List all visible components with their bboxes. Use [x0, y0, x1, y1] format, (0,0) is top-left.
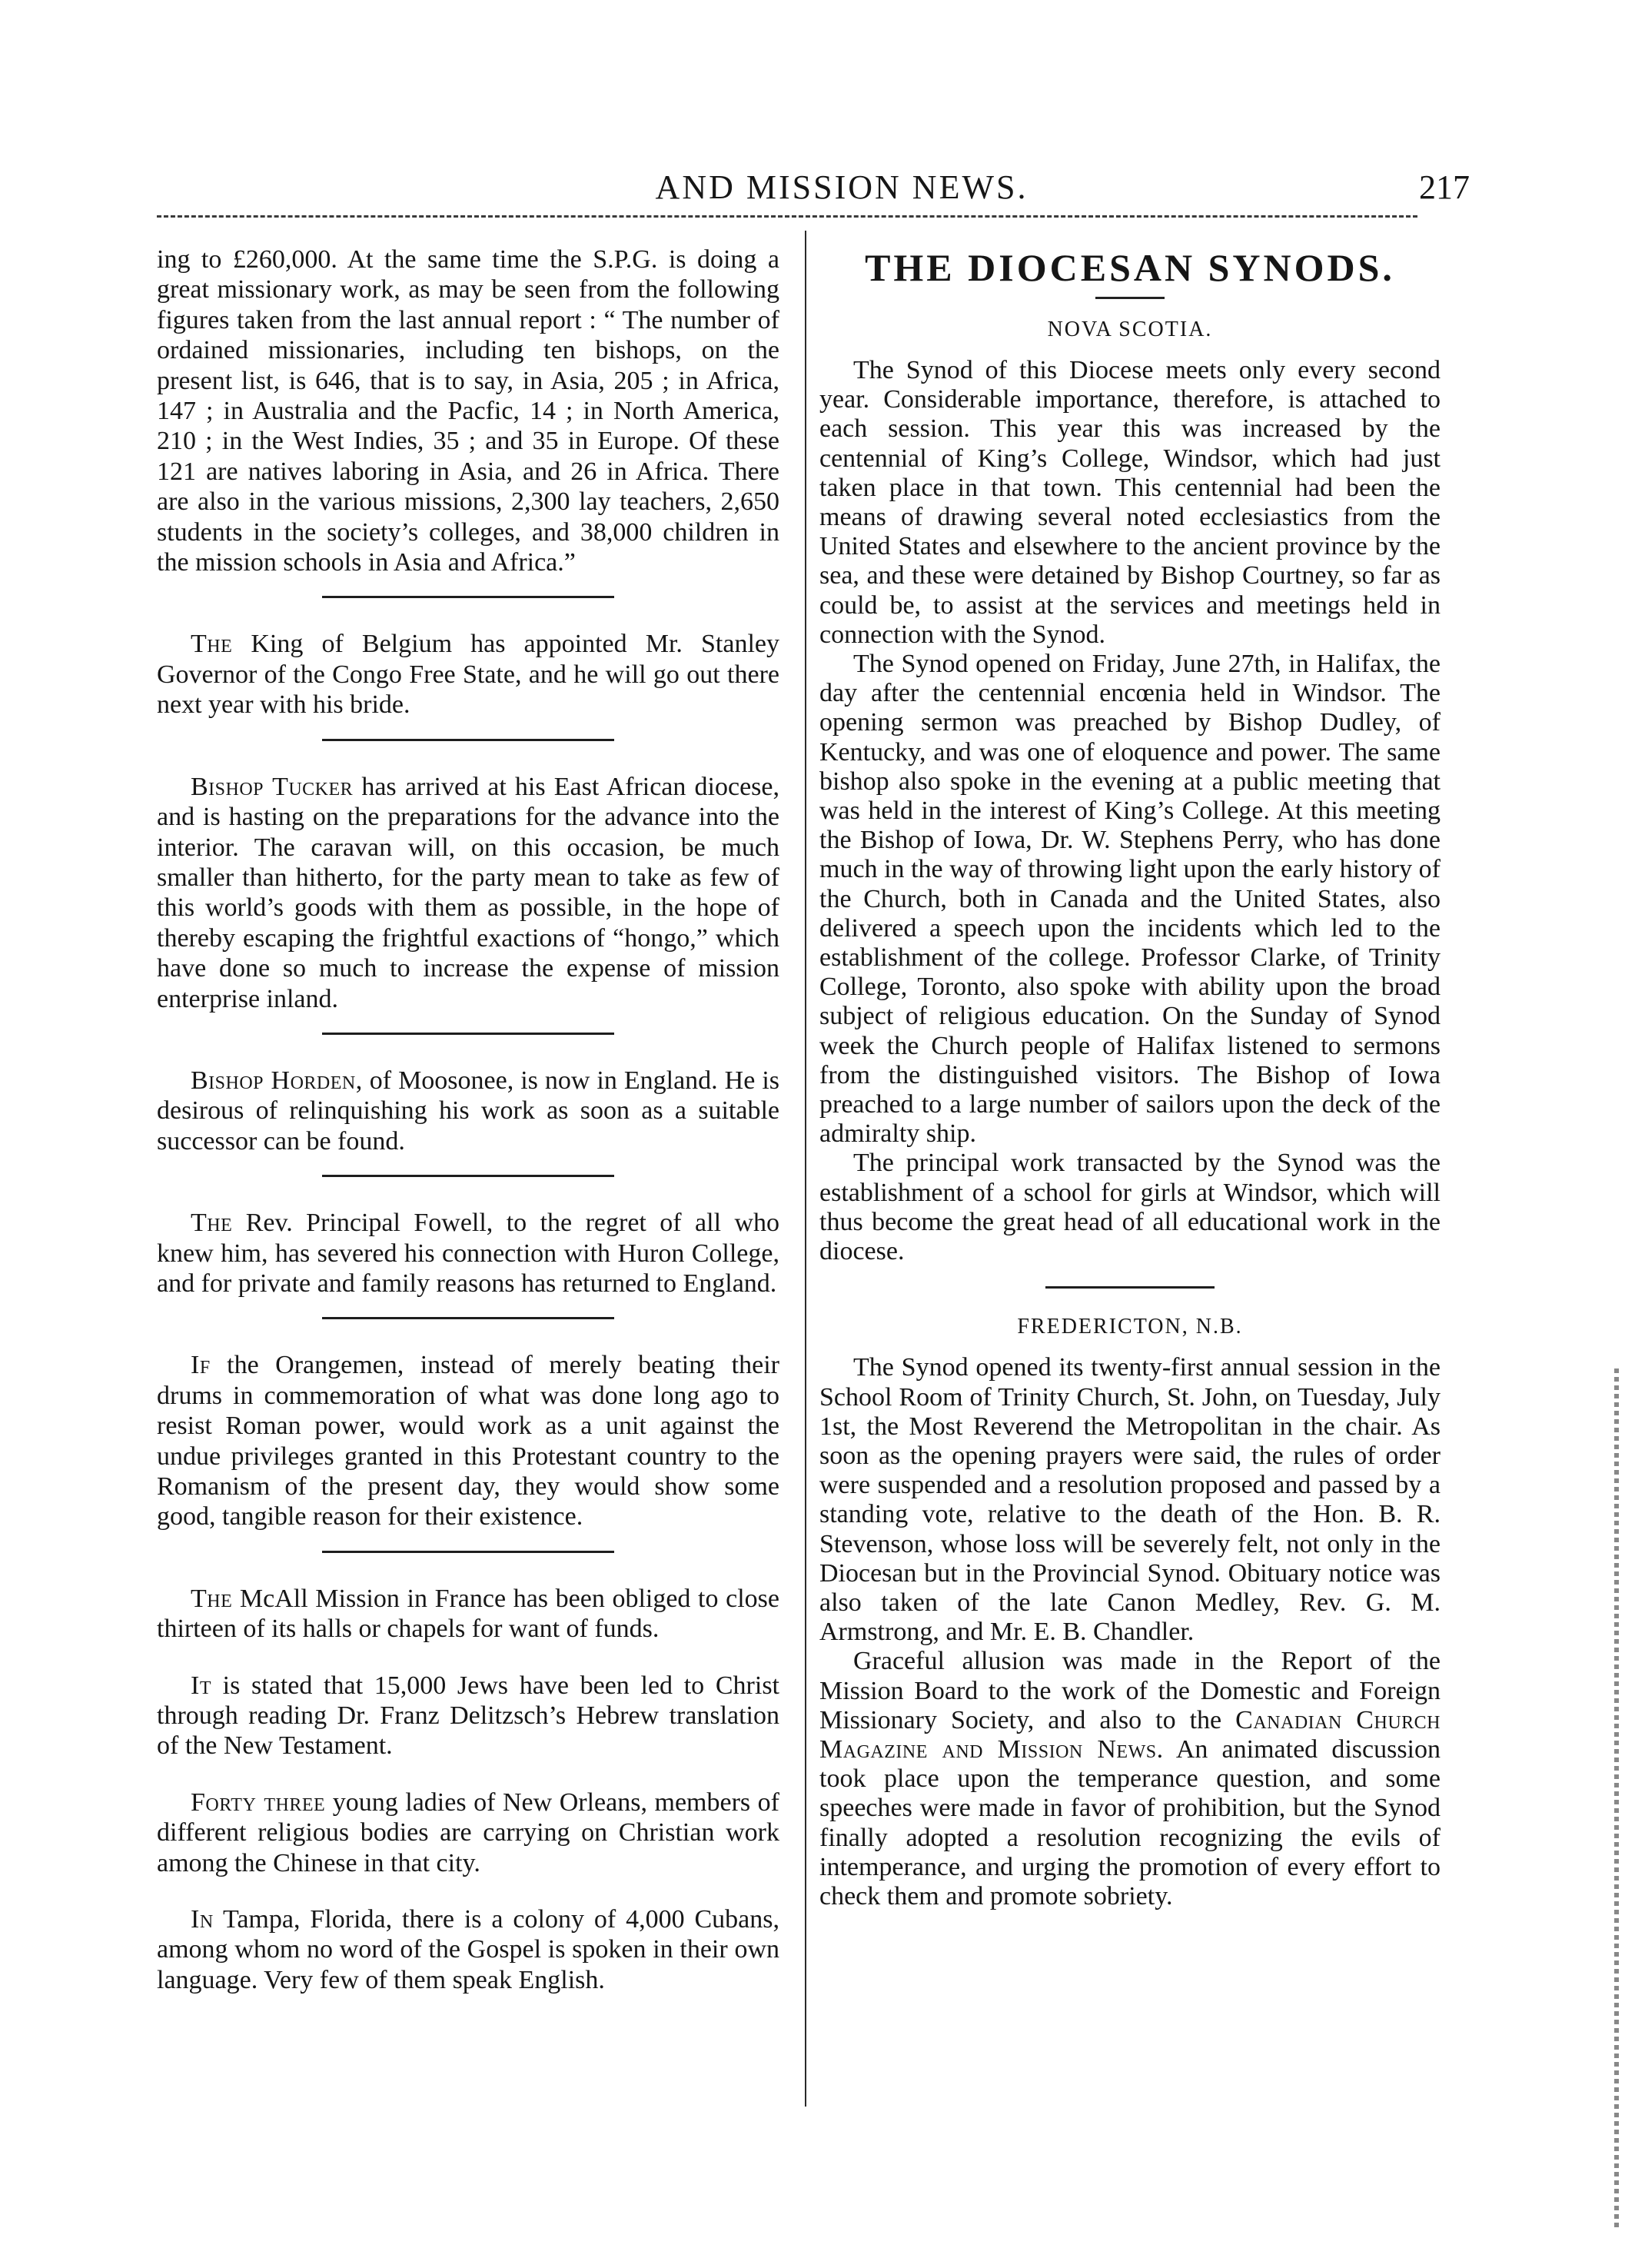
item-lead: In — [191, 1905, 214, 1934]
column-divider — [805, 231, 806, 2107]
subhead-fredericton: FREDERICTON, N.B. — [1017, 1315, 1243, 1339]
news-item-belgium — [157, 629, 779, 720]
news-item-tampa — [157, 1904, 779, 1995]
page-number: 217 — [1419, 168, 1470, 206]
item-lead: Bishop Tucker — [191, 772, 354, 801]
item-text: young ladies of New Orleans, members of different religious bodies are carrying on Christian work among the Chinese in that city. — [157, 1787, 779, 1877]
news-item-new-orleans — [157, 1787, 779, 1878]
right-column — [819, 244, 1441, 1911]
left-column — [157, 244, 779, 1995]
fredericton-paragraph — [819, 1647, 1441, 1911]
magazine-name: Canadian Church Magazine and Mission News. — [819, 1705, 1441, 1764]
item-lead: Bishop Horden, — [191, 1066, 363, 1095]
news-item-orangemen — [157, 1350, 779, 1531]
item-text: McAll Mission in France has been obliged to close thirteen of its halls or chapels for want of funds. — [157, 1584, 779, 1644]
item-lead: The — [191, 1209, 233, 1238]
paragraph-text: An animated discussion took place upon the temperance question, and some speeches were made in favor of prohibition, but the Synod finally adopted a resolution recognizing the evils of intemperance, and urging the promotion of every effort to check them and promote sobriety. — [819, 1734, 1441, 1911]
paragraph-text: Graceful allusion was made in the Report of the Mission Board to the work of the Domestic and Foreign Missionary Society, and also to the — [819, 1647, 1441, 1734]
item-divider — [322, 596, 614, 598]
item-divider — [322, 1317, 614, 1319]
scan-edge-mark — [1614, 1368, 1619, 2230]
item-divider — [322, 1551, 614, 1553]
item-lead: The — [191, 1584, 233, 1613]
news-item-jews — [157, 1671, 779, 1761]
paragraph-gap — [157, 1761, 779, 1787]
running-head — [0, 165, 1635, 211]
nova-scotia-paragraph: The Synod opened on Friday, June 27th, in Halifax, the day after the centennial encœnia held in Windsor. The opening sermon was preached by Bishop Dudley, of Kentucky, and was one of eloquence and power. The same bishop also spoke in the evening at a public meeting that was held in the interest of King’s College. At this meeting the Bishop of Iowa, Dr. W. Stephens Perry, who has done much in the way of throwing light upon the early history of the Church, both in Canada and the United States, also delivered a speech upon the incidents which led to the establishment of the college. Professor Clarke, of Trinity College, Toronto, also spoke with ability upon the broad subject of religious education. On the Sunday of Synod week the Church people of Halifax listened to sermons from the distinguished visitors. The Bishop of Iowa preached to a large number of sailors upon the deck of the admiralty ship. — [819, 650, 1441, 1149]
nova-scotia-paragraph: The principal work transacted by the Synod was the establishment of a school for girls at Windsor, which will thus become the great head of all educational work in the diocese. — [819, 1149, 1441, 1266]
news-item-bishop-tucker — [157, 772, 779, 1014]
item-text: the Orangemen, instead of merely beating their drums in commemoration of what was done long ago to resist Roman power, would work as a unit against the undue privileges granted in this Protestant country to the Romanism of the present day, they would show some good, tangible reason for their existence. — [157, 1351, 779, 1531]
continuation-paragraph: ing to £260,000. At the same time the S.P.G. is doing a great missionary work, as may be seen from the following figures taken from the last annual report : “ The number of ordained missionaries, including ten bishops, on the present list, is 646, that is to say, in Asia, 205 ; in Africa, 147 ; in Australia and the Pacfic, 14 ; in North America, 210 ; in the West Indies, 35 ; and 35 in Europe. Of these 121 are natives laboring in Asia, and 26 in Africa. There are also in the various missions, 2,300 lay teachers, 2,650 students in the society’s colleges, and 38,000 children in the mission schools in Asia and Africa.” — [157, 245, 779, 577]
section-title: THE DIOCESAN SYNODS. — [865, 246, 1395, 289]
header-rule — [157, 215, 1417, 218]
news-item-mcall-mission — [157, 1584, 779, 1644]
paragraph-gap — [157, 1644, 779, 1671]
item-text: Rev. Principal Fowell, to the regret of all who knew him, has severed his connection with Huron College, and for private and family reasons has returned to England. — [157, 1209, 779, 1298]
news-item-bishop-horden — [157, 1066, 779, 1156]
item-lead: Forty three — [191, 1787, 326, 1817]
paragraph-gap — [157, 1878, 779, 1904]
item-divider — [322, 1033, 614, 1035]
item-text: Tampa, Florida, there is a colony of 4,000 Cubans, among whom no word of the Gospel is spoken in their own language. Very few of them speak English. — [157, 1905, 779, 1994]
running-title: AND MISSION NEWS. — [655, 168, 1029, 206]
item-lead: It — [191, 1671, 211, 1700]
item-text: of Moosonee, is now in England. He is desirous of relinquishing his work as soon as a suitable successor can be found. — [157, 1066, 779, 1156]
section-divider — [1045, 1286, 1215, 1289]
news-item-principal-fowell — [157, 1208, 779, 1299]
nova-scotia-paragraph: The Synod of this Diocese meets only every second year. Considerable importance, therefore, is attached to each session. This year this was increased by the centennial of King’s College, Windsor, which had just taken place in that town. This centennial had been the means of drawing several noted ecclesiastics from the United States and elsewhere to the ancient province by the sea, and these were detained by Bishop Courtney, so far as could be, to assist at the services and meetings held in connection with the Synod. — [819, 356, 1441, 649]
item-lead: If — [191, 1351, 211, 1380]
item-text: is stated that 15,000 Jews have been led to Christ through reading Dr. Franz Delitzsch’s Hebrew translation of the New Testament. — [157, 1671, 779, 1761]
item-divider — [322, 1175, 614, 1177]
item-text: King of Belgium has appointed Mr. Stanley Governor of the Congo Free State, and he will go out there next year with his bride. — [157, 630, 779, 720]
item-text: has arrived at his East African diocese, and is hasting on the preparations for the advance into the interior. The caravan will, on this occasion, be much smaller than hitherto, for the party mean to take as few of this world’s goods with them as possible, in the hope of thereby escaping the frightful exactions of “hongo,” which have done so much to increase the expense of mission enterprise inland. — [157, 772, 780, 1013]
fredericton-paragraph: The Synod opened its twenty-first annual session in the School Room of Trinity Church, St. John, on Tuesday, July 1st, the Most Reverend the Metropolitan in the chair. As soon as the opening prayers were said, the rules of order were suspended and a resolution proposed and passed by a standing vote, relative to the death of the Hon. B. R. Stevenson, whose loss will be severely felt, not only in the Diocesan but in the Provincial Synod. Obituary notice was also taken of the late Canon Medley, Rev. G. M. Armstrong, and Mr. E. B. Chandler. — [819, 1353, 1441, 1647]
item-divider — [322, 739, 614, 741]
item-lead: The — [191, 630, 233, 659]
subhead-nova-scotia: NOVA SCOTIA. — [1047, 318, 1213, 341]
title-rule — [1095, 297, 1165, 299]
